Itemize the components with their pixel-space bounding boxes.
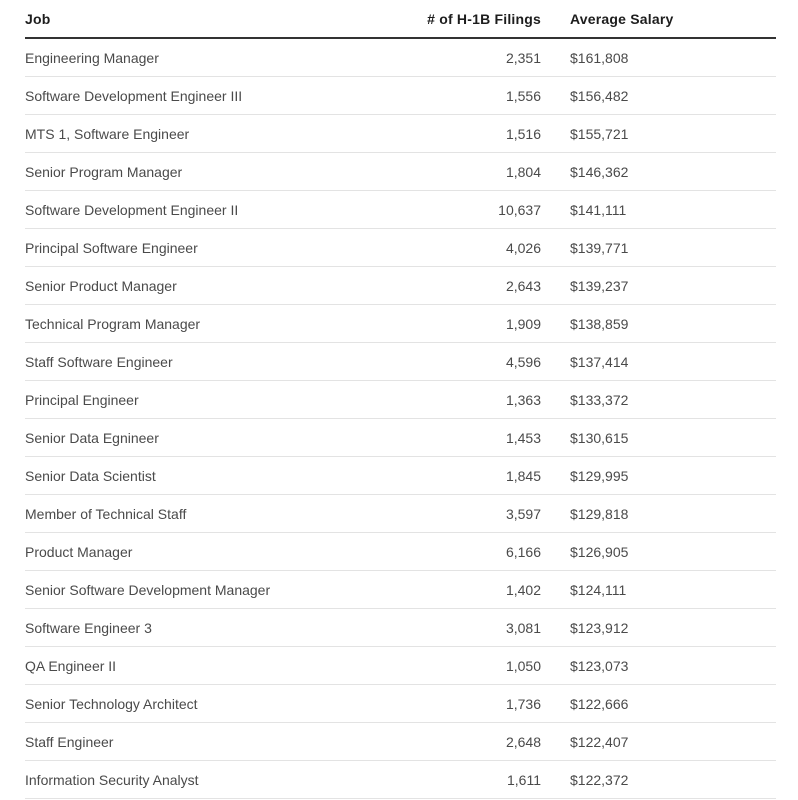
filings-cell: 2,351 xyxy=(411,38,541,77)
job-cell: Principal Software Engineer xyxy=(25,229,411,267)
filings-cell: 1,611 xyxy=(411,761,541,799)
column-header-filings: # of H-1B Filings xyxy=(411,0,541,38)
salary-cell: $161,808 xyxy=(541,38,776,77)
job-cell: Senior Data Scientist xyxy=(25,457,411,495)
h1b-jobs-table xyxy=(25,0,776,799)
salary-cell: $146,362 xyxy=(541,153,776,191)
salary-cell: $129,995 xyxy=(541,457,776,495)
table-row xyxy=(25,685,776,723)
header-row xyxy=(25,0,776,38)
job-cell: Engineering Manager xyxy=(25,38,411,77)
table-row xyxy=(25,77,776,115)
job-cell: Software Development Engineer III xyxy=(25,77,411,115)
table-row xyxy=(25,305,776,343)
table-row xyxy=(25,153,776,191)
salary-cell: $137,414 xyxy=(541,343,776,381)
filings-cell: 1,804 xyxy=(411,153,541,191)
table-header xyxy=(25,0,776,38)
table-row xyxy=(25,495,776,533)
column-header-job: Job xyxy=(25,0,411,38)
job-cell: Technical Program Manager xyxy=(25,305,411,343)
salary-cell: $138,859 xyxy=(541,305,776,343)
salary-cell: $139,771 xyxy=(541,229,776,267)
salary-cell: $133,372 xyxy=(541,381,776,419)
job-cell: Senior Data Egnineer xyxy=(25,419,411,457)
salary-cell: $155,721 xyxy=(541,115,776,153)
job-cell: Software Development Engineer II xyxy=(25,191,411,229)
salary-cell: $156,482 xyxy=(541,77,776,115)
salary-cell: $130,615 xyxy=(541,419,776,457)
filings-cell: 2,643 xyxy=(411,267,541,305)
table-body xyxy=(25,38,776,799)
filings-cell: 1,050 xyxy=(411,647,541,685)
table-row xyxy=(25,457,776,495)
table-row xyxy=(25,647,776,685)
table-row xyxy=(25,115,776,153)
job-cell: Senior Technology Architect xyxy=(25,685,411,723)
filings-cell: 1,909 xyxy=(411,305,541,343)
filings-cell: 3,597 xyxy=(411,495,541,533)
column-header-average-salary: Average Salary xyxy=(541,0,776,38)
table-row xyxy=(25,419,776,457)
job-cell: Senior Software Development Manager xyxy=(25,571,411,609)
table-row xyxy=(25,267,776,305)
table-row xyxy=(25,343,776,381)
table-row xyxy=(25,229,776,267)
job-cell: MTS 1, Software Engineer xyxy=(25,115,411,153)
salary-cell: $123,073 xyxy=(541,647,776,685)
table-row xyxy=(25,191,776,229)
salary-cell: $123,912 xyxy=(541,609,776,647)
job-cell: Staff Software Engineer xyxy=(25,343,411,381)
job-cell: Product Manager xyxy=(25,533,411,571)
filings-cell: 2,648 xyxy=(411,723,541,761)
salary-cell: $141,111 xyxy=(541,191,776,229)
filings-cell: 1,556 xyxy=(411,77,541,115)
filings-cell: 1,402 xyxy=(411,571,541,609)
salary-cell: $122,407 xyxy=(541,723,776,761)
job-cell: Member of Technical Staff xyxy=(25,495,411,533)
filings-cell: 1,363 xyxy=(411,381,541,419)
job-cell: Information Security Analyst xyxy=(25,761,411,799)
filings-cell: 10,637 xyxy=(411,191,541,229)
salary-cell: $126,905 xyxy=(541,533,776,571)
table-row xyxy=(25,38,776,77)
salary-cell: $139,237 xyxy=(541,267,776,305)
table-row xyxy=(25,609,776,647)
salary-cell: $122,666 xyxy=(541,685,776,723)
job-cell: Software Engineer 3 xyxy=(25,609,411,647)
job-cell: QA Engineer II xyxy=(25,647,411,685)
table-row xyxy=(25,533,776,571)
filings-cell: 1,516 xyxy=(411,115,541,153)
table-row xyxy=(25,761,776,799)
filings-cell: 3,081 xyxy=(411,609,541,647)
filings-cell: 6,166 xyxy=(411,533,541,571)
job-cell: Senior Program Manager xyxy=(25,153,411,191)
table-row xyxy=(25,381,776,419)
filings-cell: 1,736 xyxy=(411,685,541,723)
job-cell: Staff Engineer xyxy=(25,723,411,761)
job-cell: Senior Product Manager xyxy=(25,267,411,305)
filings-cell: 4,596 xyxy=(411,343,541,381)
filings-cell: 4,026 xyxy=(411,229,541,267)
filings-cell: 1,845 xyxy=(411,457,541,495)
table-row xyxy=(25,723,776,761)
salary-cell: $129,818 xyxy=(541,495,776,533)
salary-cell: $124,111 xyxy=(541,571,776,609)
salary-cell: $122,372 xyxy=(541,761,776,799)
job-cell: Principal Engineer xyxy=(25,381,411,419)
table-row xyxy=(25,571,776,609)
filings-cell: 1,453 xyxy=(411,419,541,457)
